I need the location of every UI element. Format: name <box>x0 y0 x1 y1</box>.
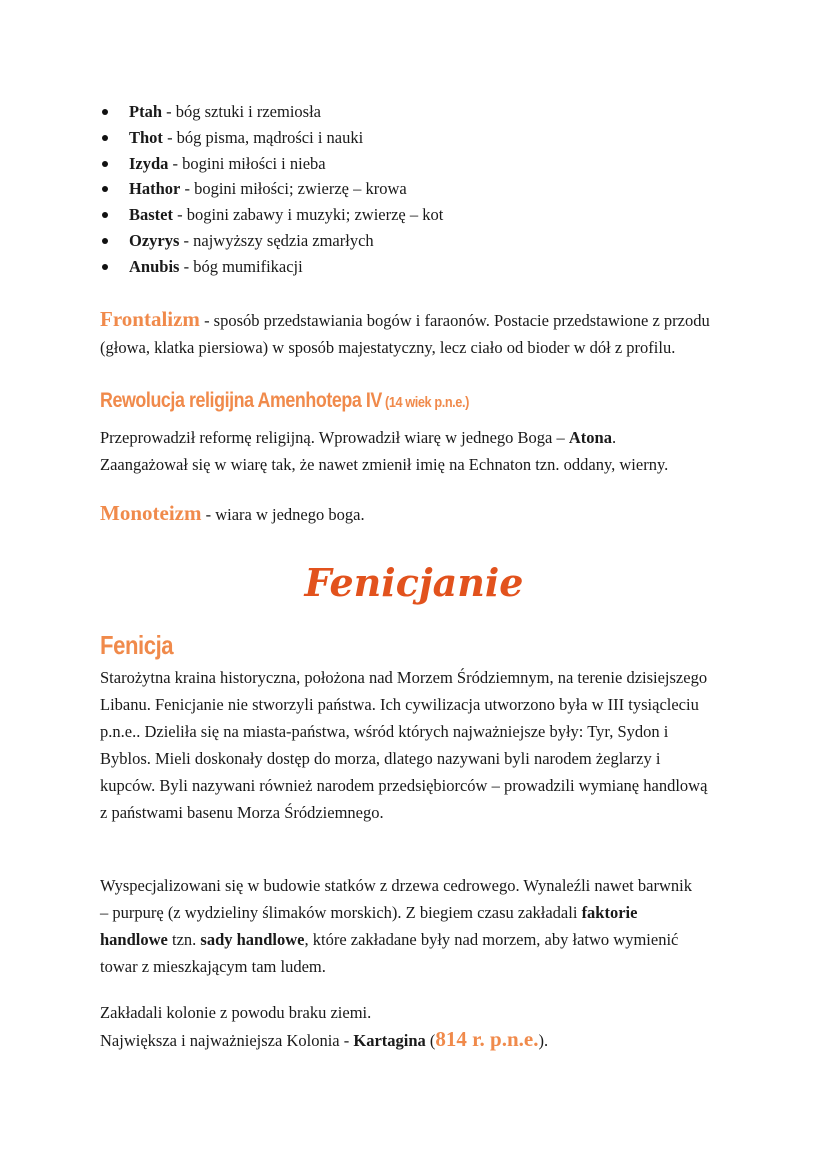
monoteizm-definition <box>100 500 740 528</box>
frontalizm-definition <box>100 306 740 361</box>
list-item <box>100 254 740 280</box>
text: ). <box>538 1031 549 1050</box>
list-item <box>100 125 740 151</box>
text: Największa i najważniejsza Kolonia - <box>100 1031 354 1050</box>
fenicja-paragraph-2 <box>100 872 700 980</box>
god-description: - bogini miłości i nieba <box>168 153 326 173</box>
rewolucja-text <box>100 424 700 478</box>
term: Monoteizm <box>100 501 202 525</box>
god-description: - najwyższy sędzia zmarłych <box>179 230 374 250</box>
definition-text: - sposób przedstawiania bogów i faraonów. Postacie przedstawione z przodu (głowa, klatka piersiowa) w sposób majestatyczny, lecz ciało od bioder w dół z profilu. <box>100 311 710 357</box>
text: . Zaangażował się w wiarę tak, że nawet zmienił imię na Echnaton tzn. oddany, wierny. <box>100 428 669 474</box>
bold-term: faktorie handlowe <box>100 903 638 949</box>
gods-list <box>100 99 740 280</box>
paragraph: Zakładali kolonie z powodu braku ziemi. <box>100 1003 372 1022</box>
text: Przeprowadził reformę religijną. Wprowadził wiarę w jednego Boga – <box>100 428 569 447</box>
bold-term: sady handlowe <box>200 930 305 949</box>
god-name: Thot <box>129 127 163 147</box>
heading-text: Fenicja <box>100 630 174 660</box>
god-description: - bóg sztuki i rzemiosła <box>162 102 322 121</box>
god-name: Ozyrys <box>129 230 180 250</box>
list-item <box>100 228 740 254</box>
text: ( <box>425 1031 436 1050</box>
fenicja-paragraph-3 <box>100 999 740 1054</box>
text: tzn. <box>167 930 201 949</box>
heading-text: Rewolucja religijna Amenhotepa IV <box>100 389 382 412</box>
god-description: - bóg mumifikacji <box>179 256 303 276</box>
heading-subtitle: (14 wiek p.n.e.) <box>381 394 469 411</box>
definition-text: - wiara w jednego boga. <box>201 505 365 524</box>
god-description: - bóg pisma, mądrości i nauki <box>162 127 364 147</box>
paragraph: Starożytna kraina historyczna, położona nad Morzem Śródziemnym, na terenie dzisiejszego Libanu. Fenicjanie nie stworzyli państwa. Ich cywilizacja utworzono była w III tysiącleciu p.n.e.. Dzieliła się na miasta-państwa, wśród których najważniejsze były: Tyr, Sydon i Byblos. Mieli doskonały dostęp do morza, dlatego nazywani byli narodem żeglarzy i kupców. Byli nazywani również narodem przedsiębiorców – prowadzili wymianę handlową z państwami basenu Morza Śródziemnego. <box>100 668 708 822</box>
god-name: Hathor <box>129 179 181 199</box>
aton: Atona <box>568 428 612 447</box>
kartagina: Kartagina <box>353 1031 426 1050</box>
text: Wyspecjalizowani się w budowie statków z drzewa cedrowego. Wynaleźli nawet barwnik – purpurę (z wydzieliny ślimaków morskich). Z biegiem czasu zakładali <box>100 876 692 922</box>
term: Frontalizm <box>100 307 200 331</box>
list-item <box>100 202 740 228</box>
god-name: Izyda <box>129 153 169 173</box>
god-name: Bastet <box>129 205 173 225</box>
god-name: Ptah <box>129 102 162 121</box>
god-description: - bogini zabawy i muzyki; zwierzę – kot <box>173 205 444 225</box>
rewolucja-heading <box>100 389 740 413</box>
list-item <box>100 99 740 125</box>
list-item <box>100 151 740 177</box>
fenicja-heading <box>100 630 740 661</box>
list-item <box>100 176 740 202</box>
section-title: Fenicjanie <box>304 560 524 605</box>
god-description: - bogini miłości; zwierzę – krowa <box>180 179 407 199</box>
date: 814 r. p.n.e. <box>435 1027 539 1051</box>
text: , które zakładane były nad morzem, aby łatwo wymienić towar z mieszkającym tam ludem. <box>100 930 679 976</box>
fenicja-paragraph-1 <box>100 664 710 826</box>
god-name: Anubis <box>129 256 180 276</box>
